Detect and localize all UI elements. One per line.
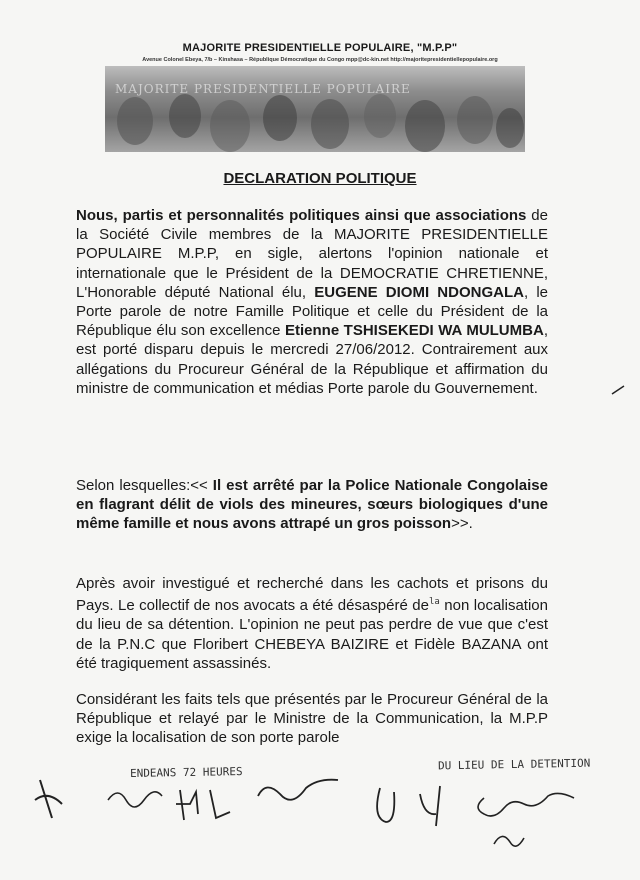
paragraph-1: [76, 206, 548, 398]
handwritten-deadline: ENDEANS 72 HEURES: [129, 765, 243, 780]
p3-text-1: Après avoir investigué et recherché dans les cachots et prisons du Pays. Le collectif de nos avocats a été désaspéré de: [76, 575, 548, 615]
signature-2: [108, 792, 162, 807]
signature-7: [478, 793, 574, 816]
margin-mark: [610, 384, 626, 396]
org-header-address: Avenue Colonel Ebeya, 7/b – Kinshasa – République Démocratique du Congo mpp@dc-kin.net http://majoritepresidentiellepopulaire.org: [142, 57, 498, 63]
p1-name-tshisekedi: Etienne TSHISEKEDI WA MULUMBA: [285, 322, 544, 340]
declaration-title: DECLARATION POLITIQUE: [223, 170, 417, 187]
p4-text-1: Considérant les faits tels que présentés par le Procureur Général de la République et relayé par le Ministre de la Communication, la M.P.P exige la localisation de son porte parole: [76, 691, 548, 747]
p1-text-2: , le Porte parole de notre Famille Politique et celle du Président de la République élu son excellence: [76, 283, 548, 340]
org-header-title: MAJORITE PRESIDENTIELLE POPULAIRE, "M.P.P": [182, 42, 458, 54]
signature-1: [35, 780, 62, 818]
p1-name-diomi: EUGENE DIOMI NDONGALA: [314, 283, 524, 301]
banner-watermark-text: MAJORITE PRESIDENTIELLE POPULAIRE: [115, 82, 411, 96]
signature-3: [176, 790, 230, 820]
p2-text-2: >>.: [451, 515, 473, 533]
p3-handwritten-insert: la: [428, 597, 440, 608]
signature-6: [420, 786, 440, 826]
signatures-area: [0, 760, 640, 880]
header-banner-photo: [105, 66, 525, 152]
p1-intro: Nous, partis et personnalités politiques ainsi que associations: [76, 207, 527, 224]
paragraph-4: [76, 690, 548, 748]
signature-4: [258, 780, 338, 800]
p1-text-1c: internationale que le Président de la DEMOCRATIE CHRETIENNE, L'Honorable député National élu,: [76, 264, 548, 301]
signature-8: [494, 836, 524, 846]
banner-crowd-image: [105, 66, 525, 152]
p3-text-2: non localisation du lieu de sa détention. L'opinion ne peut pas perdre de vue que c'est de la P.N.C que Floribert CHEBEYA BAIZIRE et Fidèle BAZANA ont été tragiquement assassinés.: [76, 597, 548, 672]
p2-text-1: Selon lesquelles:<<: [76, 477, 213, 494]
p1-text-3: , est porté disparu depuis le mercredi 27/06/2012. Contrairement aux allégations du Procureur Général de la République et affirmation du ministre de communication et médias Porte parole du Gouvernement.: [76, 322, 548, 397]
p1-text-1: de la Société Civile membres de la MAJORITE PRESIDENTIELLE POPULAIRE M.P.P, en sigle, alertons l'opinion nationale: [76, 207, 548, 263]
paragraph-3: [76, 574, 548, 673]
p2-quote: Il est arrêté par la Police Nationale Congolaise en flagrant délit de viols des mineures, sœurs biologiques d'une même famille et nous avons attrapé un gros poisson: [76, 477, 548, 533]
handwritten-detention-note: DU LIEU DE LA DETENTION: [437, 756, 591, 773]
paragraph-2: [76, 476, 548, 534]
signature-5: [377, 788, 394, 822]
p1-text-1b: et: [519, 245, 548, 263]
